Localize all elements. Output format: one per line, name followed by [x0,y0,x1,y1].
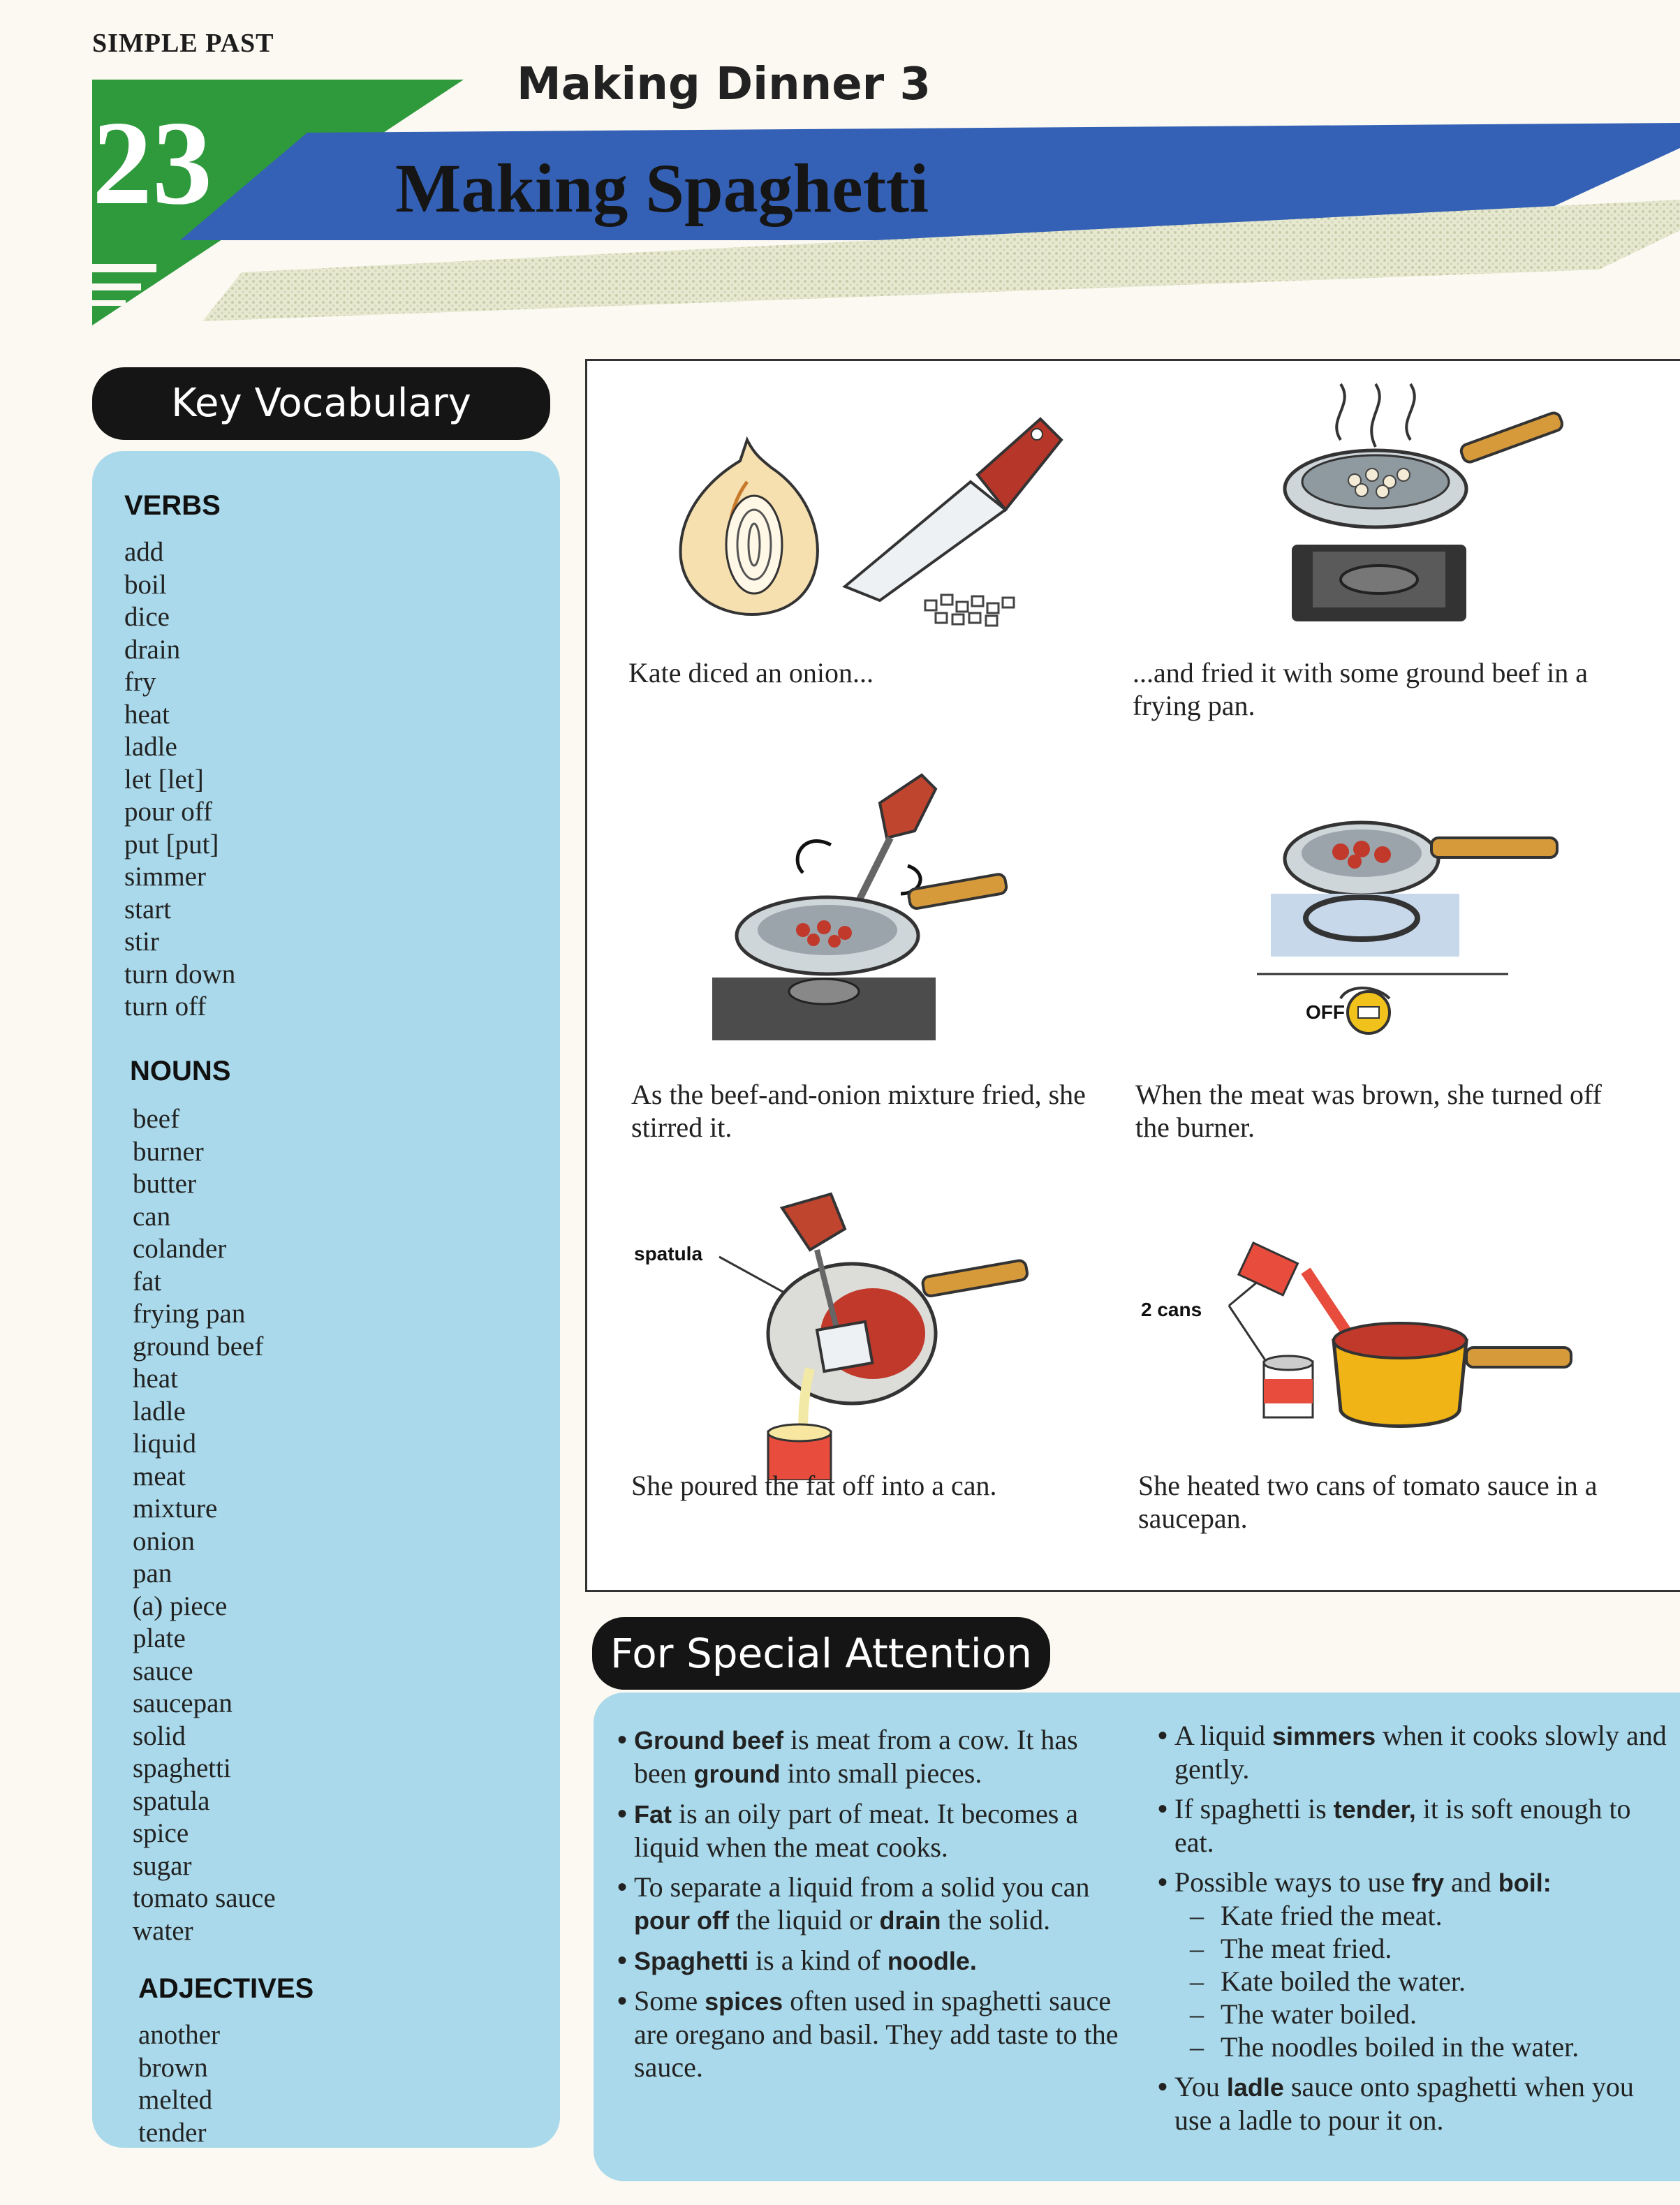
list-item: brown [138,2052,208,2083]
list-item: meat [133,1461,186,1491]
list-item: spaghetti [133,1753,231,1783]
verbs-heading: VERBS [124,490,221,521]
list-item: – Kate boiled the water. [1190,1966,1466,1997]
knife-icon [845,419,1061,600]
list-item: onion [133,1526,195,1556]
list-item: beef [133,1104,180,1134]
list-item: another [138,2020,220,2050]
stripe [92,264,156,272]
list-item: sauce [133,1655,193,1686]
list-item: solid [133,1720,186,1751]
nouns-list [133,1103,276,1947]
caption-5: She poured the fat off into a can. [631,1470,997,1501]
saucepan-icon [1334,1323,1571,1426]
list-item: can [133,1201,171,1232]
stirring-illustration [705,768,1019,1047]
list-item: fat [133,1266,162,1297]
burner-off-illustration [1243,789,1578,1054]
list-item: • Some spices often used in spaghetti sauce are oregano and basil. They add taste to the sauce. [617,1985,1119,2083]
list-item: water [133,1915,193,1946]
caption-2: ...and fried it with some ground beef in a frying pan. [1133,657,1589,721]
list-item: ladle [133,1396,186,1426]
page-subtitle: Making Dinner 3 [517,59,931,110]
list-item: (a) piece [133,1591,228,1621]
adjectives-heading: ADJECTIVES [138,1973,314,2004]
stripe [92,283,141,290]
list-item: add [124,537,164,567]
nouns-heading: NOUNS [130,1056,231,1086]
frying-pan-illustration [1243,377,1578,642]
list-item: • A liquid simmers when it cooks slowly and gently. [1158,1720,1667,1785]
list-item: spatula [133,1785,210,1816]
pan-icon [1285,411,1564,527]
list-item: ladle [124,732,177,762]
stripe [92,300,126,306]
list-item: • You ladle sauce onto spaghetti when you use a ladle to pour it on. [1158,2071,1634,2136]
caption-3: As the beef-and-onion mixture fried, she stirred it. [631,1079,1086,1143]
list-item: – The water boiled. [1190,1998,1417,2030]
caption-6: She heated two cans of tomato sauce in a saucepan. [1138,1470,1598,1534]
stove-knob-icon [1341,988,1390,1033]
list-item: burner [133,1136,204,1167]
list-item: • Ground beef is meat from a cow. It has been ground into small pieces. [617,1724,1078,1789]
list-item: frying pan [133,1299,246,1329]
list-item: dice [124,602,170,632]
diced-onion-icon [925,595,1014,626]
list-item: mixture [133,1494,218,1524]
two-cans-label: 2 cans [1141,1299,1202,1320]
burner-icon [1271,894,1459,957]
burner-icon [712,978,936,1040]
onion-icon [681,440,818,614]
rotation-arrows-icon [797,841,920,894]
list-item: saucepan [133,1688,233,1718]
list-item: tomato sauce [133,1883,276,1913]
list-item: heat [133,1364,178,1394]
list-item: • Possible ways to use fry and boil: – Kate fried the meat. – The meat fried. – Kate boiled the water. – The water boiled. – The noodles boiled in the water. [1154,1866,1670,2063]
list-item: • To separate a liquid from a solid you can pour off the liquid or drain the solid. [617,1871,1090,1935]
attention-heading: For Special Attention [592,1617,1050,1690]
list-item: put [put] [124,829,219,860]
list-item: • Fat is an oily part of meat. It becomes a liquid when the meat cooks. [617,1798,1079,1863]
list-item: pour off [124,797,213,827]
verbs-list [124,536,235,1024]
list-item: • If spaghetti is tender, it is soft enough to eat. [1158,1793,1631,1858]
list-item: – The noodles boiled in the water. [1190,2031,1579,2063]
list-item: plate [133,1623,186,1653]
list-item: liquid [133,1429,197,1459]
spatula-label: spatula [634,1243,703,1264]
list-item: simmer [124,862,206,892]
pan-icon [1285,823,1557,895]
caption-4: When the meat was brown, she turned off the burner. [1135,1079,1602,1143]
can-icon [1239,1243,1298,1295]
burner-icon [1292,545,1466,621]
list-item: – Kate fried the meat. [1190,1900,1443,1931]
list-item: butter [133,1169,196,1199]
vocab-heading: Key Vocabulary [92,367,550,440]
pan-icon [737,873,1008,974]
list-item: turn off [124,991,207,1022]
lesson-number: 23 [92,97,212,230]
page-title: Making Spaghetti [395,149,929,227]
list-item: boil [124,569,167,600]
onion-knife-illustration [649,377,1082,642]
list-item: spice [133,1818,189,1848]
steam-icon [1336,384,1415,447]
list-item: tender [138,2117,207,2148]
attention-list-right [1154,1719,1670,2144]
caption-1: Kate diced an onion... [628,657,874,688]
list-item: drain [124,634,181,665]
list-item: stir [124,927,159,957]
examples-list [1174,1899,1670,2063]
hand-icon [782,1194,845,1250]
list-item: let [let] [124,764,204,795]
list-item: turn down [124,959,236,989]
list-item: start [124,894,172,924]
list-item: – The meat fried. [1190,1933,1392,1964]
series-label: SIMPLE PAST [92,29,274,58]
attention-list-left [613,1723,1130,2090]
tomato-sauce-illustration [1187,1229,1578,1459]
list-item: pan [133,1558,172,1588]
list-item: melted [138,2085,213,2115]
can-icon [1264,1356,1313,1417]
off-label: OFF [1306,1001,1345,1023]
list-item: fry [124,667,156,697]
list-item: heat [124,699,170,730]
list-item: colander [133,1234,227,1264]
adjectives-list [138,2019,220,2149]
hand-icon [880,775,936,838]
list-item: • Spaghetti is a kind of noodle. [617,1945,977,1976]
list-item: ground beef [133,1331,264,1362]
pouring-fat-illustration [628,1187,1075,1480]
list-item: sugar [133,1850,192,1881]
